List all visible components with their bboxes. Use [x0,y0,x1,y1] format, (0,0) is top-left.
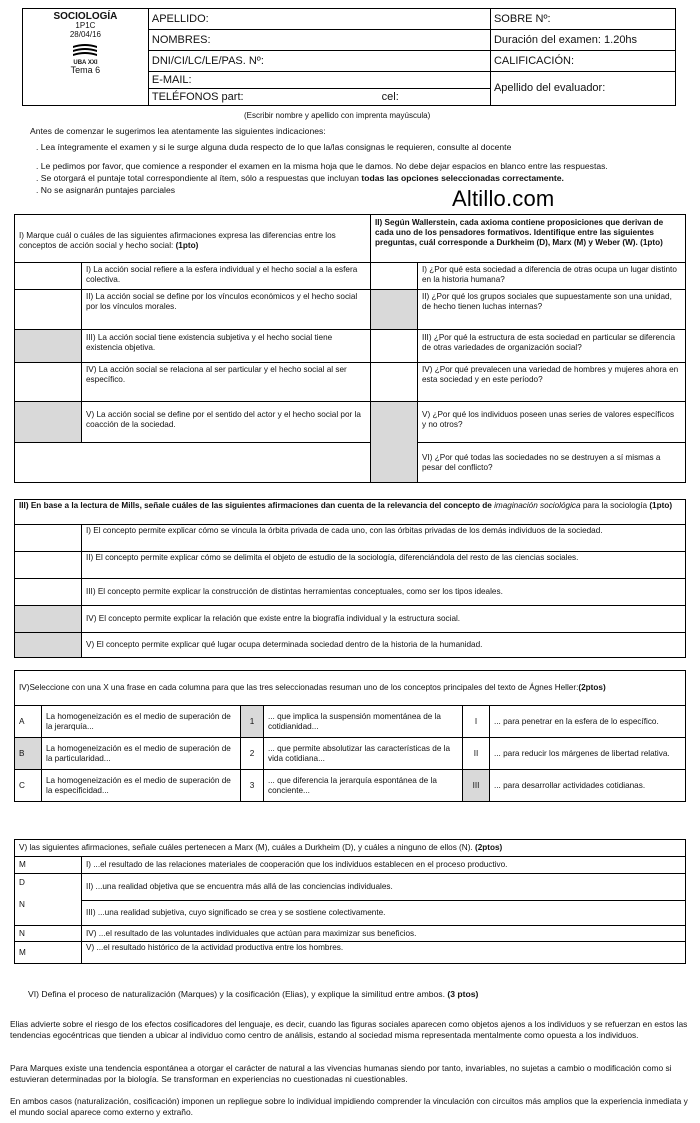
subject-label: SOCIOLOGÍA [53,11,118,22]
instruction-2: . Le pedimos por favor, que comience a responder el examen en la misma hoja que le damos. No debe dejar espacios en blanco entre las respuestas. [36,161,608,171]
tema-label: Tema 6 [70,65,101,76]
q4-letter-C: C [15,770,42,802]
q1-item-2: II) La acción social se define por los vínculos económicos y el hecho social por los vínculos morales. [86,292,358,311]
nombres-field[interactable]: NOMBRES: [148,30,490,51]
q1-answer-shade-5[interactable] [15,402,81,442]
q3-title [15,500,686,525]
q3-item-5: V) El concepto permite explicar qué lugar ocupa determinada sociedad dentro de la historia de la humanidad. [82,633,686,658]
q5-points: (2ptos) [474,843,503,853]
q6-points: (3 ptos) [447,989,479,999]
q4-col3-I[interactable]: ... para penetrar en la esfera de lo específico. [490,706,686,738]
q3-item-3: III) El concepto permite explicar la construcción de distintas herramientas conceptuales, como ser los tipos ideales. [82,579,686,606]
q4-num-3: 3 [241,770,264,802]
q5-title [15,840,686,857]
q2-title-text: II) Según Wallerstein, cada axioma contiene proposiciones que derivan de cada uno de los pensadores formativos. Identifique entre las siguientes preguntas, cuál corresponde a Durkheim (D), Marx (M) y Weber (W). [375,218,664,247]
q1-item-3: III) La acción social tiene existencia subjetiva y el hecho social tiene existencia objetiva. [86,333,333,352]
dni-field[interactable]: DNI/CI/LC/LE/PAS. Nº: [148,51,490,72]
q5-title-text: V) las siguientes afirmaciones, señale cuáles pertenecen a Marx (M), cuáles a Durkheim (D), y cuáles a ninguno de ellos (N). [19,843,473,853]
q4-col1-A[interactable]: La homogeneización es el medio de superación de la jerarquía... [42,706,241,738]
q2-item-4: IV) ¿Por qué prevalecen una variedad de hombres y mujeres ahora en esta sociedad y en este período? [422,365,679,384]
q3-answer-2[interactable] [15,552,82,579]
instruction-4: . No se asignarán puntajes parciales [36,185,176,195]
q6-paragraph-2: Para Marques existe una tendencia espontánea a otorgar el carácter de natural a las vivencias humanas siendo por tanto, invariables, no sujetas a cambio o modificación como si estuvieran determinadas por la biología. Se transforman en experiencias no cuestionadas ni cuestionables. [10,1063,672,1084]
watermark: Altillo.com [452,186,555,211]
cel-label: cel: [381,90,399,103]
q5-item-1: I) ...el resultado de las relaciones materiales de cooperación que los individuos establecen en el proceso productivo. [82,857,686,874]
q5-answer-2-3[interactable] [15,874,82,926]
q5-answer-4[interactable]: N [15,926,82,942]
email-field[interactable]: E-MAIL: [148,72,490,89]
q1-item-1: I) La acción social refiere a la esfera individual y el hecho social a la esfera colectiva. [86,265,358,284]
q4-col3-II[interactable]: ... para reducir los márgenes de libertad relativa. [490,738,686,770]
q5-table [14,839,686,964]
duracion-label: Duración del examen: 1.20hs [490,30,675,51]
q1-q2-block [14,214,686,483]
q5-item-4: IV) ...el resultado de las voluntades individuales que actúan para maximizar sus beneficios. [82,926,686,942]
q4-title [15,671,686,706]
q2-answer-shade-5[interactable] [371,402,417,482]
q4-col1-C[interactable]: La homogeneización es el medio de superación de la especificidad... [42,770,241,802]
q3-answer-5[interactable] [15,633,82,658]
header-logo-cell [23,9,149,106]
q3-item-4: IV) El concepto permite explicar la relación que existe entre la biografía individual y la estructura social. [82,606,686,633]
q5-answer-1[interactable]: M [15,857,82,874]
q5-item-2: II) ...una realidad objetiva que se encuentra más allá de las conciencias individuales. [82,874,686,901]
telefonos-label: TELÉFONOS part: [151,90,244,103]
q3-title-text: III) En base a la lectura de Mills, señale cuáles de las siguientes afirmaciones dan cuenta de la relevancia del concepto de [19,501,492,510]
q4-col1-B[interactable]: La homogeneización es el medio de superación de la particularidad... [42,738,241,770]
q3-title-em: imaginación sociológica [494,501,581,510]
q1-points: (1pto) [175,240,199,250]
q1-item-4: IV) La acción social se relaciona al ser particular y el hecho social al ser específico. [86,365,347,384]
q4-title-text: IV)Seleccione con una X una frase en cada columna para que las tres seleccionadas resuman uno de los conceptos principales del texto de Ágnes Heller: [19,683,579,693]
instruction-3-text: . Se otorgará el puntaje total correspondiente al ítem, sólo a respuestas que incluyan [36,173,359,183]
q4-roman-III: III [463,770,490,802]
q2-points: (1pto) [640,237,663,247]
q3-item-1: I) El concepto permite explicar cómo se vincula la órbita privada de cada uno, con las órbitas privadas de los demás individuos de la sociedad. [82,525,686,552]
q1-title [19,231,364,251]
q4-col3-III[interactable]: ... para desarrollar actividades cotidianas. [490,770,686,802]
q4-col2-2[interactable]: ... que permite absolutizar las características de la vida cotidiana... [264,738,463,770]
logo-text: UBA XXI [73,59,98,66]
exam-code: 1P1C [75,21,96,30]
q3-answer-3[interactable] [15,579,82,606]
q2-title [375,218,679,248]
q5-answer-5[interactable]: M [15,942,82,964]
q3-item-2: II) El concepto permite explicar cómo se delimita el objeto de estudio de la sociología, diferenciándola del resto de las ciencias sociales. [82,552,686,579]
q4-table [14,670,686,802]
telefonos-field[interactable] [148,89,490,106]
evaluador-field[interactable]: Apellido del evaluador: [490,72,675,106]
q2-item-2: II) ¿Por qué los grupos sociales que supuestamente son una unidad, de hecho tienen luchas internas? [422,292,672,311]
q6-title-text: VI) Defina el proceso de naturalización (Marques) y la cosificación (Elias), y explique la similitud entre ambos. [28,989,445,999]
q5-item-5: V) ...el resultado histórico de la actividad productiva entre los hombres. [82,942,686,964]
q3-points: (1pto) [649,501,673,510]
q2-item-3: III) ¿Por qué la estructura de esta sociedad en particular se diferencia de otras variedades de organización social? [422,333,676,352]
escribir-note: (Escribir nombre y apellido con imprenta mayúscula) [244,111,431,120]
instruction-3 [36,173,564,183]
q3-answer-1[interactable] [15,525,82,552]
q3-table [14,499,686,658]
instruction-3-bold: todas las opciones seleccionadas correctamente. [361,173,564,183]
instruction-1: . Lea íntegramente el examen y si le surge alguna duda respecto de lo que la/las consignas le requieren, consulte al docente [36,142,512,152]
q2-item-1: I) ¿Por qué esta sociedad a diferencia de otras ocupa un lugar distinto en la historia humana? [422,265,677,284]
q5-answer-2: D [19,878,25,887]
q4-points: (2ptos) [578,683,606,693]
q4-roman-II: II [463,738,490,770]
q4-letter-A: A [15,706,42,738]
q4-num-2: 2 [241,738,264,770]
q4-roman-I: I [463,706,490,738]
q5-item-3: III) ...una realidad subjetiva, cuyo significado se crea y se sostiene colectivamente. [82,901,686,926]
q6-paragraph-3: En ambos casos (naturalización, cosificación) imponen un repliegue sobre lo individual impidiendo comprender la vinculación con circuitos más amplios que la experiencia inmediata y el mundo social aparece como externo y extraño. [10,1096,688,1117]
exam-date: 28/04/16 [69,29,101,39]
q1-answer-shade-3[interactable] [15,330,81,362]
q2-item-5: V) ¿Por qué los individuos poseen unas series de valores específicos y no otros? [422,410,675,429]
q5-answer-3: N [19,899,25,909]
q4-col2-3[interactable]: ... que diferencia la jerarquía espontánea de la conciente... [264,770,463,802]
q3-title-rest: para la sociología [582,501,648,510]
sobre-field[interactable]: SOBRE Nº: [490,9,675,30]
instructions-intro: Antes de comenzar le sugerimos lea atentamente las siguientes indicaciones: [30,126,326,136]
q6-paragraph-1: Elias advierte sobre el riesgo de los efectos cosificadores del lenguaje, es decir, cuando las figuras sociales aparecen como objetos ajenos a los individuos y se refuerzan en estos las tendencias egocéntricas que tienden a ubicar al individuo como centro de análisis, estando al sociedad misma representada mentalmente como opuesta a los individuos. [10,1019,688,1040]
q6-title [28,989,478,999]
calificacion-field[interactable]: CALIFICACIÓN: [490,51,675,72]
q1-title-text: I) Marque cuál o cuáles de las siguientes afirmaciones expresa las diferencias entre los conceptos de acción social y hecho social: [19,231,336,250]
q3-answer-4[interactable] [15,606,82,633]
apellido-field[interactable]: APELLIDO: [148,9,490,30]
uba-logo-icon [72,43,98,59]
q2-item-6: VI) ¿Por qué todas las sociedades no se destruyen a sí mismas a pesar del conflicto? [422,453,661,472]
q4-col2-1[interactable]: ... que implica la suspensión momentánea de la cotidianidad... [264,706,463,738]
header-table [22,8,676,106]
q4-num-1: 1 [241,706,264,738]
q1-item-5: V) La acción social se define por el sentido del actor y el hecho social por la coacción de la sociedad. [86,410,361,429]
q2-answer-shade-2[interactable] [371,290,417,329]
q4-letter-B: B [15,738,42,770]
